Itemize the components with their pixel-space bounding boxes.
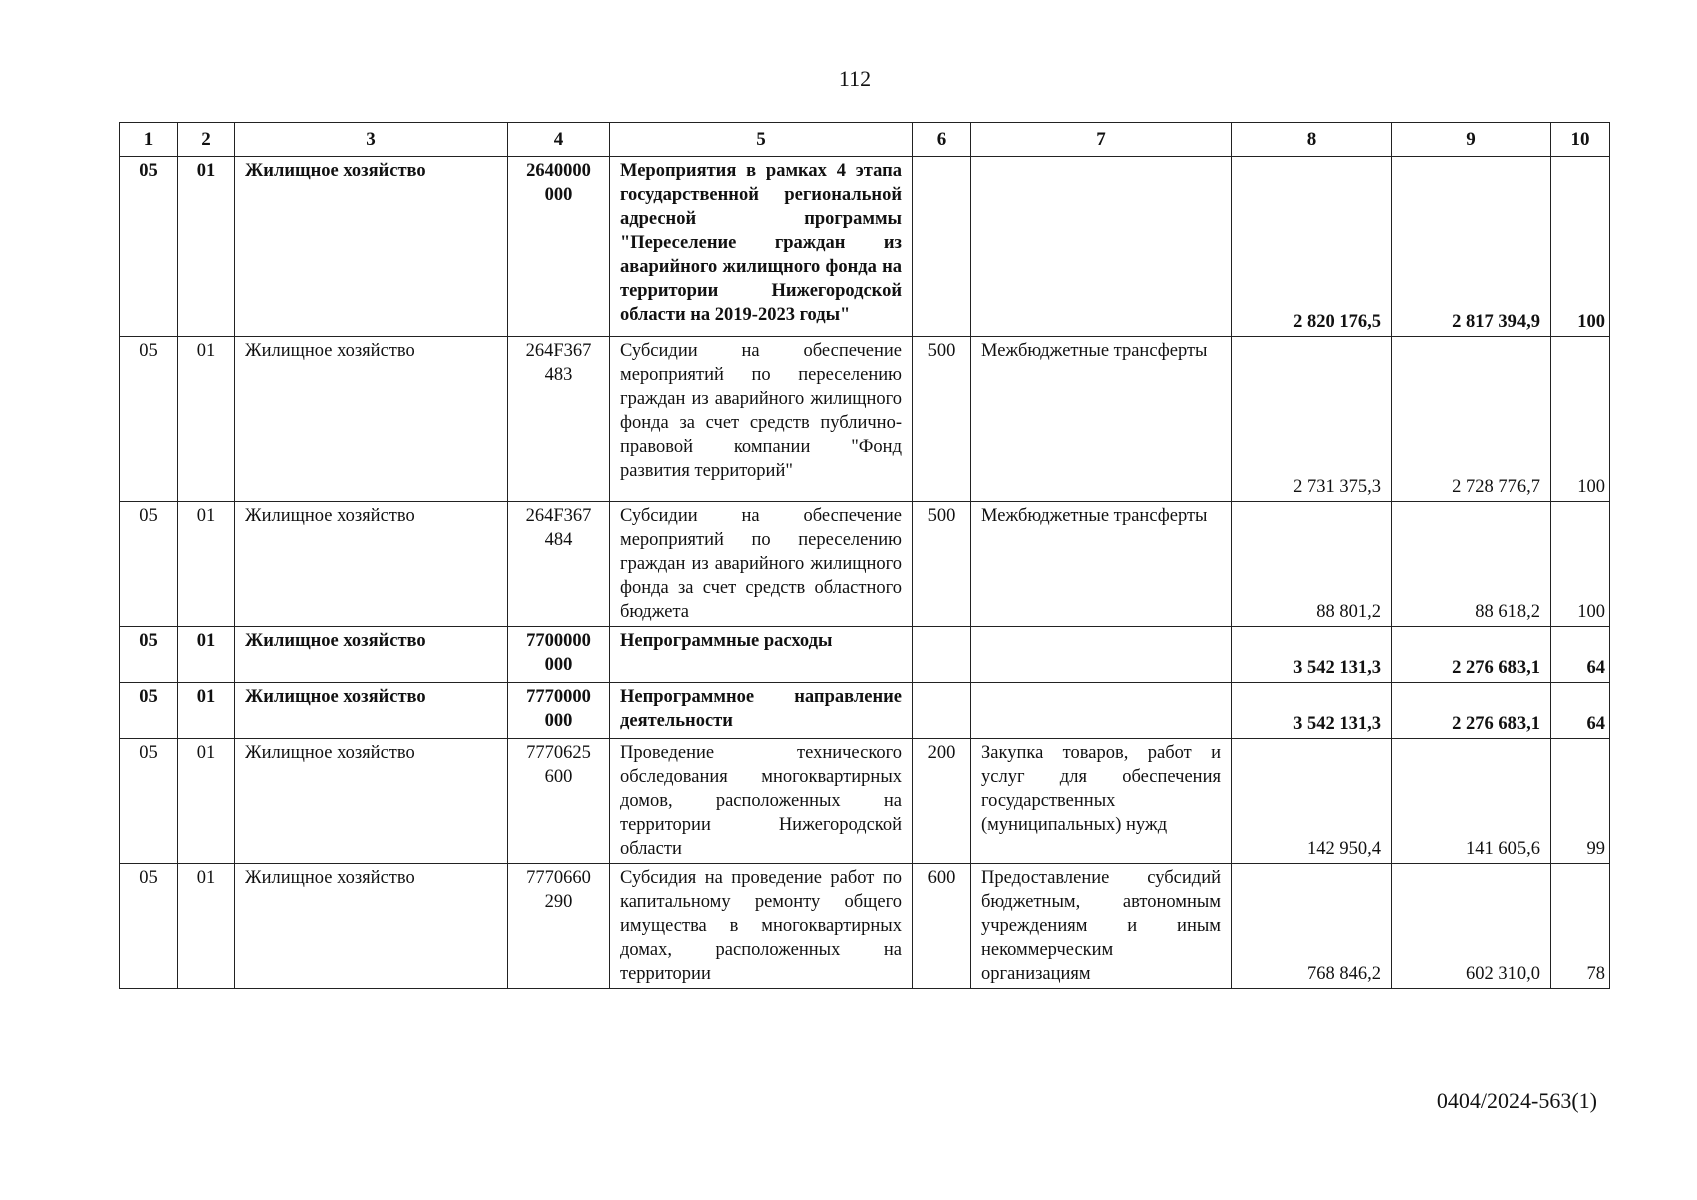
planned-amount-cell: 3 542 131,3	[1232, 683, 1392, 739]
description-cell: Непрограммные расходы	[610, 627, 913, 683]
expense-type-name-cell	[971, 683, 1232, 739]
executed-amount-cell: 141 605,6	[1392, 739, 1551, 864]
section-name-cell: Жилищное хозяйство	[235, 683, 508, 739]
section-code-cell: 05	[120, 502, 178, 627]
table-row	[120, 683, 1610, 739]
planned-amount-cell: 142 950,4	[1232, 739, 1392, 864]
expense-type-name-cell: Предоставление субсидий бюджетным, автономным учреждениям и иным некоммерческим организациям	[971, 864, 1232, 989]
header-cell: 6	[913, 123, 971, 157]
executed-amount-cell: 2 276 683,1	[1392, 683, 1551, 739]
subsection-code-cell: 01	[178, 157, 235, 337]
target-article-cell: 7770625 600	[508, 739, 610, 864]
executed-amount-cell: 2 817 394,9	[1392, 157, 1551, 337]
execution-percent-cell: 64	[1551, 683, 1610, 739]
planned-amount-cell: 88 801,2	[1232, 502, 1392, 627]
executed-amount-cell: 602 310,0	[1392, 864, 1551, 989]
target-article-cell: 264F367 484	[508, 502, 610, 627]
planned-amount-cell: 2 820 176,5	[1232, 157, 1392, 337]
description-cell: Субсидия на проведение работ по капитальному ремонту общего имущества в многоквартирных домах, расположенных на территории	[610, 864, 913, 989]
expense-type-name-cell	[971, 157, 1232, 337]
planned-amount-cell: 3 542 131,3	[1232, 627, 1392, 683]
executed-amount-cell: 2 728 776,7	[1392, 337, 1551, 502]
table-header-row	[120, 123, 1610, 157]
subsection-code-cell: 01	[178, 683, 235, 739]
expense-type-code-cell: 200	[913, 739, 971, 864]
executed-amount-cell: 2 276 683,1	[1392, 627, 1551, 683]
description-cell: Непрограммное направление деятельности	[610, 683, 913, 739]
description-cell: Проведение технического обследования многоквартирных домов, расположенных на территории Нижегородской области	[610, 739, 913, 864]
expense-type-name-cell	[971, 627, 1232, 683]
target-article-cell: 264F367 483	[508, 337, 610, 502]
page-number: 112	[838, 66, 872, 91]
section-code-cell: 05	[120, 337, 178, 502]
target-article-cell: 7770660 290	[508, 864, 610, 989]
expense-type-code-cell	[913, 157, 971, 337]
execution-percent-cell: 78	[1551, 864, 1610, 989]
budget-table	[119, 122, 1610, 989]
table-row	[120, 502, 1610, 627]
header-cell: 4	[508, 123, 610, 157]
executed-amount-cell: 88 618,2	[1392, 502, 1551, 627]
section-name-cell: Жилищное хозяйство	[235, 627, 508, 683]
table-row	[120, 739, 1610, 864]
description-cell: Мероприятия в рамках 4 этапа государственной региональной адресной программы "Переселение граждан из аварийного жилищного фонда на территории Нижегородской области на 2019-2023 годы"	[610, 157, 913, 337]
subsection-code-cell: 01	[178, 864, 235, 989]
table-row	[120, 157, 1610, 337]
target-article-cell: 7700000 000	[508, 627, 610, 683]
execution-percent-cell: 64	[1551, 627, 1610, 683]
section-code-cell: 05	[120, 157, 178, 337]
header-cell: 5	[610, 123, 913, 157]
section-name-cell: Жилищное хозяйство	[235, 864, 508, 989]
subsection-code-cell: 01	[178, 502, 235, 627]
section-code-cell: 05	[120, 739, 178, 864]
expense-type-code-cell: 500	[913, 502, 971, 627]
header-cell: 9	[1392, 123, 1551, 157]
execution-percent-cell: 100	[1551, 502, 1610, 627]
subsection-code-cell: 01	[178, 337, 235, 502]
table-row	[120, 864, 1610, 989]
execution-percent-cell: 100	[1551, 337, 1610, 502]
section-name-cell: Жилищное хозяйство	[235, 337, 508, 502]
target-article-cell: 2640000 000	[508, 157, 610, 337]
header-cell: 7	[971, 123, 1232, 157]
expense-type-name-cell: Закупка товаров, работ и услуг для обеспечения государственных (муниципальных) нужд	[971, 739, 1232, 864]
header-cell: 1	[120, 123, 178, 157]
expense-type-code-cell: 600	[913, 864, 971, 989]
description-cell: Субсидии на обеспечение мероприятий по переселению граждан из аварийного жилищного фонда за счет средств областного бюджета	[610, 502, 913, 627]
section-name-cell: Жилищное хозяйство	[235, 157, 508, 337]
planned-amount-cell: 768 846,2	[1232, 864, 1392, 989]
execution-percent-cell: 100	[1551, 157, 1610, 337]
header-cell: 8	[1232, 123, 1392, 157]
header-cell: 3	[235, 123, 508, 157]
subsection-code-cell: 01	[178, 739, 235, 864]
execution-percent-cell: 99	[1551, 739, 1610, 864]
section-name-cell: Жилищное хозяйство	[235, 502, 508, 627]
header-cell: 10	[1551, 123, 1610, 157]
target-article-cell: 7770000 000	[508, 683, 610, 739]
table-row	[120, 627, 1610, 683]
expense-type-name-cell: Межбюджетные трансферты	[971, 337, 1232, 502]
section-code-cell: 05	[120, 627, 178, 683]
expense-type-code-cell	[913, 683, 971, 739]
expense-type-name-cell: Межбюджетные трансферты	[971, 502, 1232, 627]
description-cell: Субсидии на обеспечение мероприятий по переселению граждан из аварийного жилищного фонда за счет средств публично-правовой компании "Фонд развития территорий"	[610, 337, 913, 502]
document-id: 0404/2024-563(1)	[1436, 1088, 1597, 1113]
header-cell: 2	[178, 123, 235, 157]
section-code-cell: 05	[120, 683, 178, 739]
expense-type-code-cell: 500	[913, 337, 971, 502]
section-code-cell: 05	[120, 864, 178, 989]
section-name-cell: Жилищное хозяйство	[235, 739, 508, 864]
planned-amount-cell: 2 731 375,3	[1232, 337, 1392, 502]
expense-type-code-cell	[913, 627, 971, 683]
table-row	[120, 337, 1610, 502]
subsection-code-cell: 01	[178, 627, 235, 683]
